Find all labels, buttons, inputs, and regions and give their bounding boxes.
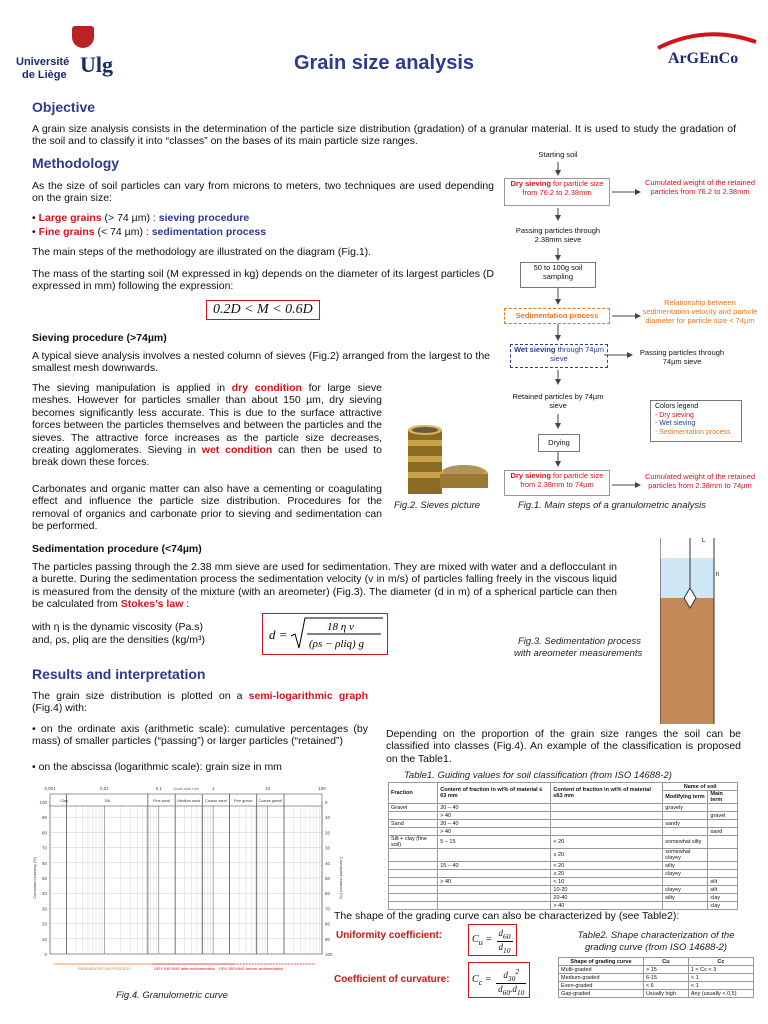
table-row [389, 862, 738, 870]
crest-icon [72, 26, 94, 48]
univ-name-line2: de Liège [22, 69, 67, 81]
svg-text:d =: d = [269, 627, 288, 642]
y2-tick-label: 70 [325, 906, 331, 912]
table2-cell: Multi-graded [559, 966, 644, 974]
methodology-steps: The main steps of the methodology are illustrated on the diagram (Fig.1). [32, 246, 372, 258]
results-bullet-2: • on the abscissa (logarithmic scale): grain size in mm [32, 761, 282, 773]
t1-h3: Modifying term [663, 791, 708, 804]
table1-cell: > 40 [438, 878, 551, 886]
table1-cell: 20 – 40 [438, 820, 551, 828]
x-tick-label: 1 [211, 786, 215, 791]
table1-cell [551, 812, 663, 820]
table2-cell: 1 < Cc < 3 [688, 966, 753, 974]
y2-tick-label: 50 [325, 876, 331, 881]
curvature-formula [468, 962, 530, 998]
fig3-caption-1: Fig.3. Sedimentation process [518, 636, 642, 647]
shape-text: The shape of the grading curve can also be characterized by (see Table2): [334, 910, 680, 922]
flow-drying: Drying [538, 434, 580, 452]
y-tick-label: 10 [41, 936, 47, 942]
table1-cell: > 40 [438, 828, 551, 836]
flow-dry1-text: for particle size from 76.2 to 2.38mm [522, 179, 604, 197]
flow-wet-text: through 74µm sieve [550, 345, 605, 363]
eta-definition: with η is the dynamic viscosity (Pa.s) [32, 621, 203, 633]
process-label: DRY SIEVING after sedimentation [154, 966, 216, 971]
table1-cell: ≥ 20 [551, 849, 663, 862]
table-row [389, 836, 738, 849]
sieving-procedure-label: sieving procedure [158, 212, 250, 224]
table1-cell [663, 812, 708, 820]
table1-cell: Gravel [389, 804, 438, 812]
sed-p1a: The particles passing through the 2.38 mm sieve are used for sedimentation. They are mixed with water and a deflocculant in a burette. During the sedimentation process the sedimentation velocity (v in m/s) of particles falling freely in the viscous liquid is measured from the density of the mixture (with an areometer) (Fig.3). The diameter (d in m) of a spherical particle can then be calculated from [32, 561, 617, 611]
flow-wet-sieving [510, 344, 608, 368]
table1-cell: somewhat clayey [663, 849, 708, 862]
table2-grid [558, 957, 754, 998]
sieving-p2c: can then be used to break down these forces. [32, 444, 383, 469]
large-grains-range: (> 74 µm) : [101, 212, 159, 224]
t1-h0: Fraction [389, 783, 438, 804]
table2-cell: Any (usually < 0,5) [688, 990, 753, 998]
table1-cell: Sand [389, 820, 438, 828]
flow-dry-sieving-2 [504, 470, 610, 496]
flow-passing-1: Passing particles through 2.38mm sieve [515, 226, 601, 244]
page-title: Grain size analysis [293, 52, 475, 74]
results-right-text: Depending on the proportion of the grain size ranges the soil can be classified into classes (Fig.4). An example of the classification is proposed on the Table1. [386, 728, 741, 765]
flow-relationship: Relationship between sedimentation velocity and particle diameter for particle size < 74µm [642, 298, 758, 325]
sieves-image [396, 416, 492, 498]
table1-cell [438, 902, 551, 910]
table1-cell: silty [663, 862, 708, 870]
results-bullet-1: • on the ordinate axis (arithmetic scale): cumulative percentages (by mass) of smaller particles (“passing”) or larger particles (“retained”) [32, 723, 368, 748]
x-tick-label: 0,01 [100, 786, 109, 791]
legend-title: Colors legend [655, 403, 699, 410]
legend-wet: - Wet sieving [655, 420, 696, 427]
t2-h2: Cc [688, 958, 753, 966]
table1-cell [389, 862, 438, 870]
table2 [558, 957, 754, 998]
cu-fraction: $\frac{d_{60}}{d_{10}}$ [498, 928, 511, 955]
stokes-formula [263, 614, 387, 654]
class-label: Coarse gravel [258, 799, 283, 803]
sieves-picture [396, 416, 492, 498]
large-grains-label: Large grains [38, 212, 102, 224]
flow-cumulated-1: Cumulated weight of the retained particles from 76.2 to 2.38mm [644, 178, 756, 196]
fine-grains-range: (< 74 µm) : [94, 226, 152, 238]
table1-cell [551, 828, 663, 836]
table-row [389, 902, 738, 910]
table1-cell [551, 820, 663, 828]
table1-cell [708, 820, 738, 828]
y2-tick-label: 100 [325, 952, 333, 957]
fine-grains-label: Fine grains [38, 226, 95, 238]
cc-lhs: $C_c$ = [472, 974, 492, 987]
burette-L-label: L [702, 538, 706, 544]
flow-sedimentation: Sedimentation process [504, 308, 610, 324]
y2-tick-label: 40 [325, 860, 331, 866]
process-label: DRY SIEVING before sedimentation [219, 966, 284, 971]
cu-lhs: $C_u$ = [472, 934, 493, 947]
uniformity-formula [468, 924, 517, 956]
y-axis-label: Cumulated passing (%) [32, 857, 37, 899]
table-row [389, 849, 738, 862]
table2-cell: Usually high [643, 990, 688, 998]
table1-cell [438, 849, 551, 862]
mass-equation [206, 300, 320, 320]
table1-cell: clay [708, 902, 738, 910]
mass-equation-text: 0.2D < M < 0.6D [206, 300, 320, 320]
table1-cell: clayey [663, 886, 708, 894]
table1-cell [389, 849, 438, 862]
table1-cell [708, 849, 738, 862]
methodology-mass: The mass of the starting soil (M expressed in kg) depends on the diameter of its largest particles (D expressed in mm) following the expression: [32, 268, 494, 293]
sieving-p1: A typical sieve analysis involves a nested column of sieves (Fig.2) arranged from the largest to the smallest mesh downwards. [32, 350, 490, 375]
sieving-p2 [32, 382, 382, 469]
legend-dry: - Dry sieving [655, 411, 694, 419]
table1-cell [438, 886, 551, 894]
table-row [559, 982, 754, 990]
t2-h1: Cu [643, 958, 688, 966]
y2-tick-label: 20 [325, 830, 331, 836]
wet-condition: wet condition [201, 444, 273, 457]
t1-h1: Content of fraction in wt% of material ≤ 63 mm [438, 783, 551, 804]
flow-retained: Retained particles by 74µm sieve [512, 392, 604, 410]
table2-cell: < 6 [643, 982, 688, 990]
flowchart [500, 148, 762, 518]
table1-cell [663, 878, 708, 886]
flow-start: Starting soil [538, 150, 578, 159]
brand-name: ArGEnCo [668, 50, 739, 67]
cc-fraction: $\frac{d_{30}^2}{d_{60}.d_{10}}$ [498, 966, 525, 997]
flow-dry1-label: Dry sieving [510, 179, 551, 188]
table1-cell [389, 894, 438, 902]
table1-cell: clayey [663, 870, 708, 878]
table1-cell [389, 828, 438, 836]
flow-legend [650, 400, 742, 442]
table1-cell: 5 – 15 [438, 836, 551, 849]
dry-condition: dry condition [231, 382, 302, 394]
table1-grid [388, 782, 738, 910]
sedimentation-process-label: sedimentation process [151, 226, 267, 238]
sedimentation-p1 [32, 561, 617, 611]
table-row [389, 828, 738, 836]
y2-tick-label: 0 [325, 800, 328, 805]
sed-p1b: : [183, 598, 190, 611]
y-tick-label: 90 [41, 815, 47, 821]
table1-cell: 10-20 [551, 886, 663, 894]
table2-cell: < 1 [688, 982, 753, 990]
flow-cumulated-2: Cumulated weight of the retained particles from 2.38mm to 74µm [644, 472, 756, 490]
semi-log-label: semi-logarithmic graph [248, 690, 369, 702]
stokes-law: Stokes’s law [120, 598, 184, 611]
table1-cell [438, 870, 551, 878]
objective-heading: Objective [32, 99, 96, 115]
table-row [559, 974, 754, 982]
table1-cell: 15 – 40 [438, 862, 551, 870]
table1-cell: clay [708, 894, 738, 902]
flow-wet-label: Wet sieving [513, 345, 556, 354]
table1-cell [389, 886, 438, 894]
table-row [559, 966, 754, 974]
methodology-heading: Methodology [32, 155, 120, 171]
y-tick-label: 70 [41, 845, 47, 851]
x-tick-label: 0,001 [44, 786, 56, 791]
x-tick-label: 0,1 [155, 786, 162, 791]
table2-cell: Even-graded [559, 982, 644, 990]
table1-cell: somewhat silty [663, 836, 708, 849]
y2-tick-label: 60 [325, 891, 331, 897]
granulometric-chart [30, 778, 346, 986]
univ-name-line1: Université [16, 56, 70, 68]
table-row [389, 804, 738, 812]
y2-tick-label: 30 [325, 845, 331, 851]
table-row [559, 990, 754, 998]
table2-caption-1: Table2. Shape characterization of the [577, 930, 735, 941]
table1-cell: Silt + clay (fine soil) [389, 836, 438, 849]
table2-cell: < 1 [688, 974, 753, 982]
table1-cell [389, 812, 438, 820]
table1-cell [389, 870, 438, 878]
sieving-heading: Sieving procedure (>74µm) [32, 332, 167, 344]
table1-cell [663, 828, 708, 836]
objective-text: A grain size analysis consists in the determination of the particle size distribution (gradation) of a granular material. It is used to study the gradation of the soil and to classify it into “classes” on the bases of its main particle size ranges. [32, 123, 736, 148]
large-grains-bullet: • Large grains (> 74 µm) : sieving procedure [32, 212, 250, 224]
table1-cell: < 20 [551, 836, 663, 849]
y2-axis-label: Cumulated retained (%) [339, 856, 344, 900]
table1-cell [551, 804, 663, 812]
burette-h-label: h [716, 572, 720, 578]
fine-grains-bullet: • Fine grains (< 74 µm) : sedimentation process [32, 226, 267, 238]
t1-h2: Content of fraction in wt% of material ≤63 mm [551, 783, 663, 804]
class-label: Coarse sand [205, 799, 227, 803]
results-heading: Results and interpretation [32, 666, 206, 682]
argenco-logo [652, 30, 760, 78]
table2-cell: Medium-graded [559, 974, 644, 982]
y2-tick-label: 80 [325, 921, 331, 927]
table1-cell: 20-40 [551, 894, 663, 902]
table1-cell [708, 804, 738, 812]
flow-dry2-text: for particle size from 2.38mm to 74µm [520, 471, 604, 489]
y-tick-label: 20 [41, 921, 47, 927]
y2-tick-label: 10 [325, 815, 331, 821]
class-label: Fine gravel [233, 799, 253, 803]
sieving-p3: Carbonates and organic matter can also have a cementing or coagulating effect and influence the particle size distribution. Procedures for the removal of organics and carbonate prior to sieving and sedimentation can be performed. [32, 483, 382, 533]
table-row [389, 894, 738, 902]
fig2-caption: Fig.2. Sieves picture [394, 500, 481, 511]
ulg-letters: Ulg [80, 52, 113, 77]
y-tick-label: 100 [39, 800, 47, 805]
table1-cell: < 20 [551, 862, 663, 870]
table-row [389, 870, 738, 878]
methodology-intro: As the size of soil particles can vary from microns to meters, two techniques are used depending on the grain size: [32, 180, 494, 205]
table1-cell: > 40 [551, 902, 663, 910]
table-row [389, 878, 738, 886]
table1-cell: < 10 [551, 878, 663, 886]
burette-figure [660, 538, 720, 724]
table1-cell: > 40 [438, 812, 551, 820]
sieving-p2b: for large sieve meshes. However for particles smaller than about 150 µm, dry sieving becomes significantly less accurate. This is due to the surface attractive forces between the particles themselves and between the particles and the sieves. The attractive force increases as the particle size decreases, creating agglomerates. Sieving in [32, 382, 382, 457]
sieving-p2a: The sieving manipulation is applied in [32, 382, 232, 394]
curvature-label: Coefficient of curvature: [334, 974, 450, 985]
chart-svg [30, 778, 346, 986]
table1 [388, 782, 738, 910]
table1-cell [708, 836, 738, 849]
table1-cell [438, 894, 551, 902]
table1-cell [708, 862, 738, 870]
table1-cell: silt [708, 886, 738, 894]
table1-cell: 20 – 40 [438, 804, 551, 812]
y-tick-label: 30 [41, 906, 47, 912]
class-label: Medium sand [177, 799, 201, 803]
x-tick-label: 10 [265, 786, 271, 791]
fig4-caption: Fig.4. Granulometric curve [116, 990, 228, 1001]
sedimentation-heading: Sedimentation procedure (<74µm) [32, 543, 202, 555]
flow-sampling: 50 to 100g soil sampling [520, 262, 596, 288]
rho-definition: and, ρs, ρliq are the densities (kg/m³) [32, 634, 206, 646]
x-tick-label: 100 [318, 786, 326, 791]
flow-passing-2: Passing particles through 74µm sieve [639, 348, 725, 366]
svg-text:18 η v: 18 η v [327, 621, 354, 633]
t1-h4: Main term [708, 791, 738, 804]
process-label: SEDIMENTATION PROCESS [77, 966, 131, 971]
table2-caption-2: grading curve (from ISO 14688-2) [584, 942, 728, 953]
burette-image [660, 538, 720, 724]
flow-dry-sieving-1 [504, 178, 610, 206]
table1-cell [708, 870, 738, 878]
table1-caption: Table1. Guiding values for soil classification (from ISO 14688-2) [404, 770, 672, 781]
results-p1 [32, 690, 368, 715]
class-label: Clay [60, 799, 68, 803]
legend-sed: - Sedimentation process [655, 428, 731, 436]
class-label: Silt [104, 799, 110, 803]
y-tick-label: 80 [41, 830, 47, 836]
t1-super: Name of soil [663, 783, 738, 791]
arc-icon [652, 30, 760, 50]
table1-cell: ≥ 20 [551, 870, 663, 878]
results-p1b: (Fig.4) with: [32, 702, 87, 715]
table1-cell: sandy [663, 820, 708, 828]
table1-cell: silt [708, 878, 738, 886]
y-tick-label: 50 [41, 876, 47, 881]
table-row [389, 812, 738, 820]
y-tick-label: 0 [44, 952, 47, 957]
class-label: Fine sand [153, 799, 170, 803]
stokes-equation [262, 613, 388, 655]
svg-text:(ρs − ρliq) g: (ρs − ρliq) g [309, 638, 364, 650]
table-row [389, 820, 738, 828]
y2-tick-label: 90 [325, 936, 331, 942]
fig3-caption-2: with areometer measurements [514, 648, 643, 659]
table1-cell: gravel [708, 812, 738, 820]
results-p1a: The grain size distribution is plotted on a [32, 690, 249, 702]
table-row [389, 886, 738, 894]
flow-dry2-label: Dry sieving [510, 471, 551, 480]
table1-cell [663, 902, 708, 910]
table1-cell [389, 878, 438, 886]
table1-cell: sand [708, 828, 738, 836]
table2-cell: Gap-graded [559, 990, 644, 998]
y-tick-label: 40 [41, 891, 47, 897]
table2-cell: 6-15 [643, 974, 688, 982]
x-axis-label: Grain size mm [173, 786, 199, 791]
table1-cell: silty [663, 894, 708, 902]
t2-h0: Shape of grading curve [559, 958, 644, 966]
table2-cell: > 15 [643, 966, 688, 974]
table1-cell: gravely [663, 804, 708, 812]
table1-cell [389, 902, 438, 910]
y-tick-label: 60 [41, 860, 47, 866]
fig1-caption: Fig.1. Main steps of a granulometric analysis [518, 500, 706, 511]
uniformity-label: Uniformity coefficient: [336, 930, 443, 941]
